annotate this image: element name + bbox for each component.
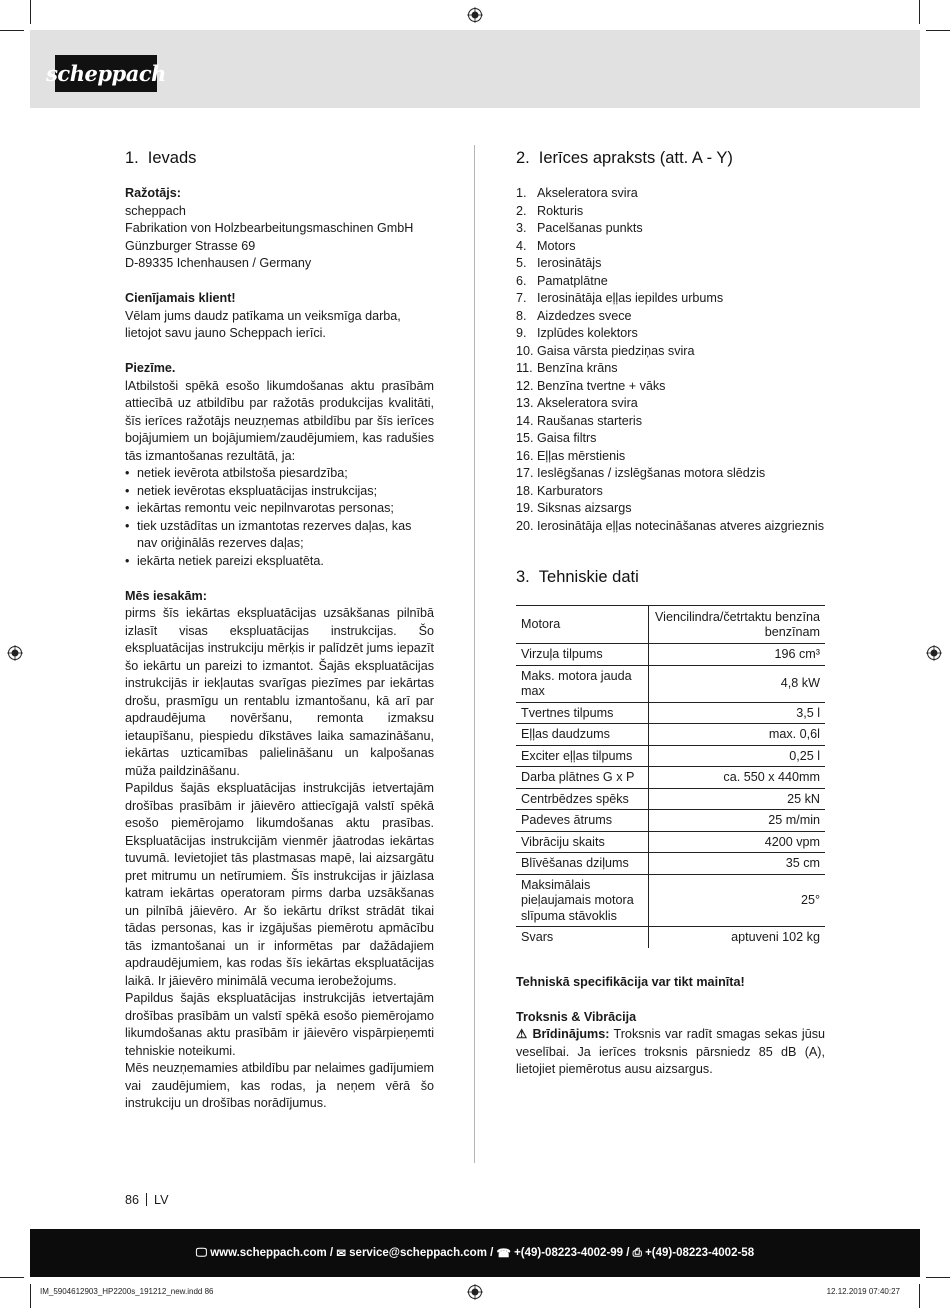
manufacturer-title: Ražotājs: <box>125 186 181 200</box>
table-row: Eļļas daudzums max. 0,6l <box>516 724 825 746</box>
list-item: 10. Gaisa vārsta piedziņas svira <box>516 343 695 358</box>
footer-phone: +(49)-08223-4002-99 <box>514 1247 624 1259</box>
technical-data-table <box>516 605 825 948</box>
manufacturer-line: Fabrikation von Holzbearbeitungsmaschinen GmbH <box>125 221 414 235</box>
table-row: Darba plātnes G x P ca. 550 x 440mm <box>516 767 825 789</box>
section-heading-description <box>516 148 825 168</box>
list-item: 19. Siksnas aizsargs <box>516 501 632 515</box>
page-language: LV <box>154 1193 169 1207</box>
crop-mark <box>30 0 31 24</box>
list-item: 8. Aizdedzes svece <box>516 308 632 323</box>
warning-label: Brīdinājums: <box>532 1027 610 1041</box>
column-divider <box>474 145 475 1163</box>
footer-website[interactable]: www.scheppach.com <box>210 1247 327 1259</box>
phone-icon: ☎︎ <box>496 1248 511 1260</box>
table-row: Vibrāciju skaits 4200 vpm <box>516 831 825 853</box>
list-item: 17. Ieslēgšanas / izslēgšanas motora slēdzis <box>516 466 766 480</box>
note-bullet-list <box>125 465 434 570</box>
crop-mark <box>926 30 950 31</box>
note-block <box>125 360 434 570</box>
recommend-title: Mēs iesakām: <box>125 588 207 603</box>
recommend-paragraph: pirms šīs iekārtas ekspluatācijas uzsākšanas pilnībā izlasīt visas ekspluatācijas instrukcijas. Šo ekspluatācijas instrukciju mērķis ir palīdzēt jums iepazīt šo iekārtu un pareizi to izmantot. Šajās ekspluatācijas instrukcijās ir iekļautas svarīgas piezīmes par iekārtas drošu, prasmīgu un rentablu izmantošanu, kā arī par apdraudējuma novēršanu, remonta izmaksu ietaupīšanu, piespiedu dīkstāves laika samazināšanu, iekārtas uzticamības palielināšanu un kalpošanas mūža paildzināšanu. <box>125 606 434 778</box>
registration-mark-icon <box>467 1284 483 1300</box>
customer-text: Vēlam jums daudz patīkama un veiksmīga darba, lietojot savu jauno Scheppach ierīci. <box>125 308 401 340</box>
table-row: Exciter eļļas tilpums 0,25 l <box>516 745 825 767</box>
table-row: Motora Viencilindra/četrtaktu benzīna benzīnam <box>516 606 825 644</box>
page-number <box>125 1193 169 1207</box>
note-title: Piezīme. <box>125 361 176 375</box>
crop-mark <box>0 30 24 31</box>
slug-date: 12.12.2019 07:40:27 <box>826 1287 900 1296</box>
list-item: 13. Akseleratora svira <box>516 396 638 410</box>
table-row: Virzuļa tilpums 196 cm³ <box>516 644 825 666</box>
heading-number: 1. <box>125 149 139 167</box>
list-item: 11. Benzīna krāns <box>516 361 618 375</box>
list-item: 15. Gaisa filtrs <box>516 431 597 445</box>
manufacturer-line: Günzburger Strasse 69 <box>125 238 256 253</box>
table-row: Blīvēšanas dziļums 35 cm <box>516 853 825 875</box>
crop-mark <box>919 0 920 24</box>
heading-text: Ierīces apraksts (att. A - Y) <box>538 149 733 167</box>
crop-mark <box>30 1284 31 1308</box>
table-row: Maks. motora jauda max 4,8 kW <box>516 665 825 702</box>
footer-email[interactable]: service@scheppach.com <box>349 1247 487 1259</box>
registration-mark-icon <box>926 645 942 661</box>
recommend-paragraph: Papildus šajās ekspluatācijas instrukcijās ietvertajām drošības prasībām un valstī spēkā esošo piemērojamo likumdošanas aktu prasībām ir jāievēro vispārpieņemti tehniskie noteikumi. <box>125 991 434 1058</box>
section-heading-technical-data <box>516 567 825 587</box>
table-row: Svars aptuveni 102 kg <box>516 927 825 948</box>
list-item: 6. Pamatplātne <box>516 273 608 288</box>
recommend-paragraph: Mēs neuzņemamies atbildību par nelaimes gadījumiem vai zaudējumiem, kas rodas, ja neņem vērā šo instrukciju un drošības norādījumus. <box>125 1061 434 1110</box>
fax-icon: ⎙ <box>632 1246 642 1259</box>
table-row: Padeves ātrums 25 m/min <box>516 810 825 832</box>
customer-block <box>125 290 434 343</box>
list-item: 1. Akseleratora svira <box>516 186 638 200</box>
list-item: 9. Izplūdes kolektors <box>516 326 638 340</box>
registration-mark-icon <box>467 7 483 23</box>
list-item: • iekārtas remontu veic nepilnvarotas personas; <box>125 500 434 518</box>
list-item: • netiek ievērota atbilstoša piesardzība; <box>125 465 434 483</box>
brand-logo: scheppach <box>55 55 157 92</box>
manufacturer-line: scheppach <box>125 203 186 218</box>
footer-contact-bar: 🖵︎ www.scheppach.com / ✉︎ service@scheppach.com / ☎︎ +(49)-08223-4002-99 / ⎙ +(49)-08223-4002-58 <box>30 1229 920 1277</box>
slug-file: IM_5904612903_HP2200s_191212_new.indd 86 <box>40 1287 214 1296</box>
customer-title: Cienījamais klient! <box>125 291 236 305</box>
mail-icon: ✉︎ <box>336 1248 346 1260</box>
manufacturer-block <box>125 185 434 273</box>
parts-list <box>516 185 825 535</box>
crop-mark <box>0 1277 24 1278</box>
crop-mark <box>919 1284 920 1308</box>
warning-icon: ⚠ <box>516 1027 529 1041</box>
page-number-value: 86 <box>125 1193 140 1207</box>
table-row: Tvertnes tilpums 3,5 l <box>516 702 825 724</box>
introduction-column <box>125 148 434 1113</box>
list-item: 5. Ierosinātājs <box>516 256 602 270</box>
list-item: 18. Karburators <box>516 483 603 498</box>
list-item: 4. Motors <box>516 238 576 253</box>
list-item: 20. Ierosinātāja eļļas notecināšanas atveres aizgrieznis <box>516 518 825 533</box>
registration-mark-icon <box>7 645 23 661</box>
computer-icon: 🖵︎ <box>195 1246 207 1259</box>
table-row: Centrbēdzes spēks 25 kN <box>516 788 825 810</box>
heading-number: 3. <box>516 568 530 586</box>
footer-fax: +(49)-08223-4002-58 <box>645 1247 755 1259</box>
list-item: • tiek uzstādītas un izmantotas rezerves daļas, kas nav oriģinālās rezerves daļas; <box>125 518 434 553</box>
section-heading-introduction <box>125 148 434 168</box>
warning-paragraph <box>516 1026 825 1079</box>
note-text: lAtbilstoši spēkā esošo likumdošanas aktu prasībām attiecībā uz atbildību par ražotās produkcijas kvalitāti, šīs ierīces ražotājs neuzņemas atbildību par šīs ierīces bojājumiem un bojājumiem/zaudējumiem, kas radušies tās izmantošanas rezultātā, ja: <box>125 378 434 463</box>
list-item: 12. Benzīna tvertne + vāks <box>516 378 666 393</box>
list-item: 14. Raušanas starteris <box>516 413 642 428</box>
heading-text: Ievads <box>147 149 197 167</box>
noise-block <box>516 1009 825 1079</box>
list-item: 3. Pacelšanas punkts <box>516 221 643 235</box>
noise-title: Troksnis & Vibrācija <box>516 1009 637 1024</box>
list-item: 16. Eļļas mērstienis <box>516 448 626 463</box>
list-item: 7. Ierosinātāja eļļas iepildes urbums <box>516 291 724 305</box>
manufacturer-line: D-89335 Ichenhausen / Germany <box>125 256 312 270</box>
description-column <box>516 148 825 1079</box>
recommend-paragraph: Papildus šajās ekspluatācijas instrukcijās ietvertajām drošības prasībām ir jāievēro attiecīgajā valstī spēkā esošo piemērojamo likumdošanas aktu prasības. Ekspluatācijas instrukcijām vienmēr jāatrodas iekārtas tuvumā. Ievietojiet tās plastmasas mapē, lai aizsargātu pret mitrumu un netīrumiem. Šīs instrukcijas ir jāizlasa katram iekārtas operatoram pirms darba uzsākšanas un pilnībā jāievēro. Ar šo iekārtu drīkst strādāt tikai tādas personas, kas ir izgājušas piemērotu apmācību tās izmantošanai un ir informētas par dažādajiem apdraudējumiem, kas rodas šīs iekārtas ekspluatācijas laikā. Ir jāievēro minimālā vecuma ierobežojums. <box>125 781 434 988</box>
table-row: Maksimālais pieļaujamais motora slīpuma stāvoklis 25° <box>516 874 825 927</box>
heading-number: 2. <box>516 149 530 167</box>
heading-text: Tehniskie dati <box>538 568 639 586</box>
crop-mark <box>926 1277 950 1278</box>
list-item: • iekārta netiek pareizi ekspluatēta. <box>125 553 434 571</box>
list-item: • netiek ievērotas ekspluatācijas instrukcijas; <box>125 483 434 501</box>
spec-change-note: Tehniskā specifikācija var tikt mainīta! <box>516 974 745 989</box>
recommend-block <box>125 588 434 1113</box>
list-item: 2. Rokturis <box>516 203 584 218</box>
warning-text: Troksnis var radīt smagas sekas jūsu veselībai. Ja ierīces troksnis pārsniedz 85 dB (A), lietojiet piemērotus ausu aizsargus. <box>516 1027 826 1076</box>
